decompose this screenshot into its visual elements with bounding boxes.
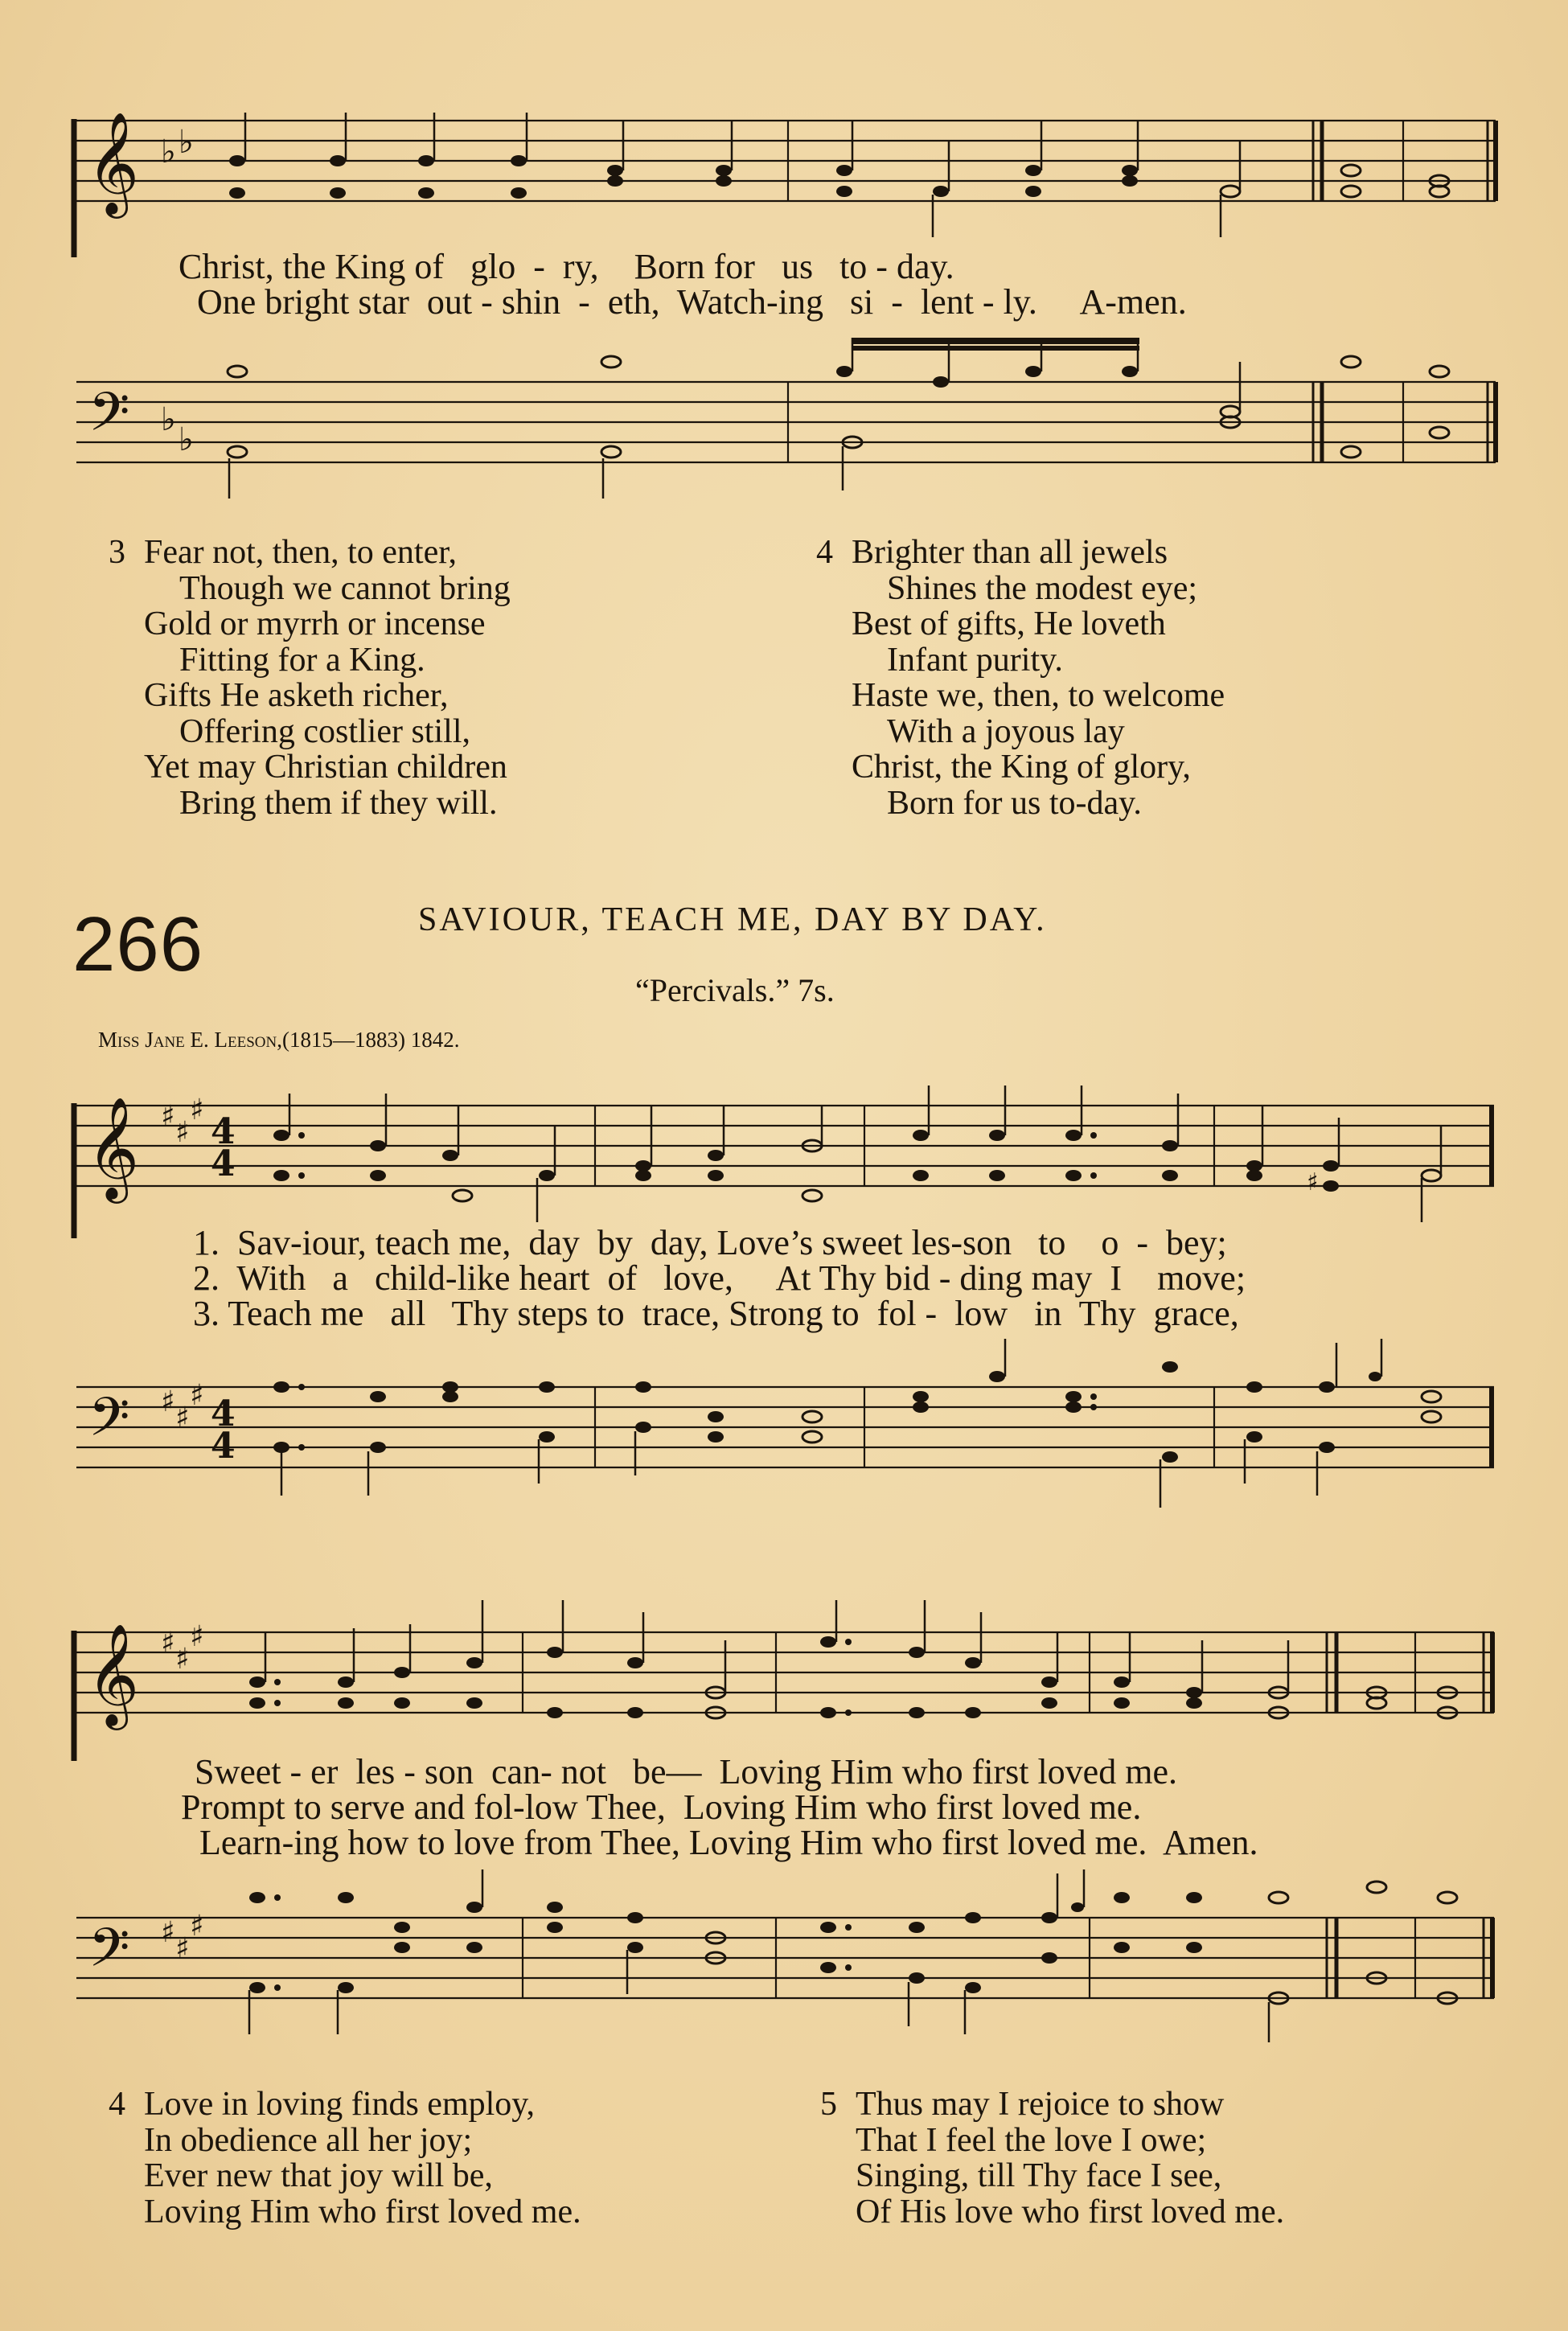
verse-number: 4 bbox=[816, 534, 833, 571]
svg-text:𝄢: 𝄢 bbox=[88, 1386, 130, 1461]
svg-text:♯: ♯ bbox=[161, 1916, 175, 1949]
verse-number: 4 bbox=[109, 2086, 125, 2123]
verse-number: 5 bbox=[820, 2086, 837, 2123]
hymn-title: SAVIOUR, TEACH ME, DAY BY DAY. bbox=[418, 901, 1047, 938]
verse-line: Of His love who first loved me. bbox=[856, 2193, 1285, 2230]
svg-text:♯: ♯ bbox=[190, 1094, 204, 1127]
music-staff-treble-266-2 bbox=[0, 1600, 1568, 1761]
svg-text:4: 4 bbox=[211, 1143, 236, 1184]
music-staff-bass-266-2 bbox=[0, 1869, 1568, 2054]
lyrics-line-2: One bright star out - shin - eth, Watch-ing si - lent - ly. A-men. bbox=[197, 282, 1187, 322]
svg-text:♯: ♯ bbox=[190, 1910, 204, 1943]
svg-text:♭: ♭ bbox=[179, 124, 194, 161]
svg-text:𝄢: 𝄢 bbox=[88, 1917, 130, 1992]
svg-text:♯: ♯ bbox=[1307, 1168, 1319, 1196]
svg-text:𝄞: 𝄞 bbox=[87, 1096, 140, 1199]
svg-text:𝄞: 𝄞 bbox=[87, 111, 140, 214]
lyrics-refrain-3: Learn-ing how to love from Thee, Loving Him who first loved me. Amen. bbox=[199, 1823, 1258, 1862]
svg-text:♯: ♯ bbox=[161, 1100, 175, 1133]
music-staff-bass-top bbox=[0, 338, 1568, 507]
svg-text:♯: ♯ bbox=[161, 1385, 175, 1418]
verse-line: Thus may I rejoice to show bbox=[856, 2086, 1225, 2123]
verse-line: Gold or myrrh or incense bbox=[144, 605, 486, 642]
lyrics-verse-1: 1. Sav-iour, teach me, day by day, Love’s sweet les-son to o - bey; bbox=[193, 1223, 1227, 1262]
verse-line: With a joyous lay bbox=[887, 712, 1125, 750]
svg-text:𝄢: 𝄢 bbox=[88, 381, 130, 456]
verse-line: That I feel the love I owe; bbox=[856, 2121, 1207, 2159]
hymn-number: 266 bbox=[72, 901, 204, 987]
music-staff-treble-top bbox=[0, 96, 1568, 257]
lyrics-refrain-2: Prompt to serve and fol-low Thee, Loving Him who first loved me. bbox=[181, 1787, 1142, 1827]
verse-line: In obedience all her joy; bbox=[144, 2121, 473, 2159]
verse-266-4 bbox=[109, 2087, 581, 2230]
verse-line: Yet may Christian children bbox=[144, 749, 507, 786]
svg-text:♭: ♭ bbox=[179, 421, 194, 458]
verse-line: Bring them if they will. bbox=[179, 784, 498, 822]
verse-4 bbox=[816, 535, 1225, 821]
svg-text:♯: ♯ bbox=[175, 1401, 190, 1434]
lyrics-line-1: Christ, the King of glo - ry, Born for us to - day. bbox=[179, 247, 954, 286]
svg-text:♯: ♯ bbox=[161, 1627, 175, 1660]
music-staff-treble-266-1 bbox=[0, 1077, 1568, 1238]
verse-line: Though we cannot bring bbox=[179, 569, 511, 607]
verse-line: Ever new that joy will be, bbox=[144, 2157, 493, 2194]
svg-text:♯: ♯ bbox=[175, 1932, 190, 1965]
verse-3 bbox=[109, 535, 511, 821]
verse-266-5 bbox=[820, 2087, 1284, 2230]
svg-text:♯: ♯ bbox=[175, 1643, 190, 1676]
lyrics-verse-2: 2. With a child-like heart of love, At Thy bid - ding may I move; bbox=[193, 1258, 1246, 1298]
lyrics-refrain-1: Sweet - er les - son can- not be— Loving Him who first loved me. bbox=[195, 1752, 1177, 1791]
verse-line: Fitting for a King. bbox=[179, 641, 425, 679]
verse-line: Offering costlier still, bbox=[179, 712, 470, 750]
svg-text:♭: ♭ bbox=[161, 133, 176, 170]
svg-text:♯: ♯ bbox=[175, 1116, 190, 1149]
svg-text:♯: ♯ bbox=[190, 1620, 204, 1653]
svg-text:4: 4 bbox=[211, 1111, 236, 1152]
author-credit: Miss Jane E. Leeson,(1815—1883) 1842. bbox=[98, 1028, 460, 1052]
svg-text:4: 4 bbox=[211, 1426, 236, 1467]
verse-line: Best of gifts, He loveth bbox=[852, 605, 1166, 642]
svg-text:♭: ♭ bbox=[161, 401, 176, 438]
svg-text:𝄞: 𝄞 bbox=[87, 1623, 140, 1726]
lyrics-verse-3: 3. Teach me all Thy steps to trace, Strong to fol - low in Thy grace, bbox=[193, 1294, 1239, 1333]
verse-line: Infant purity. bbox=[887, 641, 1063, 679]
verse-line: Loving Him who first loved me. bbox=[144, 2193, 581, 2230]
verse-line: Haste we, then, to welcome bbox=[852, 677, 1225, 714]
verse-line: Christ, the King of glory, bbox=[852, 749, 1191, 786]
svg-text:4: 4 bbox=[211, 1393, 236, 1434]
verse-line: Love in loving finds employ, bbox=[144, 2086, 536, 2123]
verse-number: 3 bbox=[109, 534, 125, 571]
verse-line: Shines the modest eye; bbox=[887, 569, 1198, 607]
verse-line: Singing, till Thy face I see, bbox=[856, 2157, 1222, 2194]
music-staff-bass-266-1 bbox=[0, 1339, 1568, 1524]
verse-line: Gifts He asketh richer, bbox=[144, 677, 449, 714]
verse-line: Fear not, then, to enter, bbox=[144, 534, 458, 571]
tune-name: “Percivals.” 7s. bbox=[635, 972, 835, 1008]
verse-line: Brighter than all jewels bbox=[852, 534, 1168, 571]
verse-line: Born for us to-day. bbox=[887, 784, 1142, 822]
svg-text:♯: ♯ bbox=[190, 1379, 204, 1412]
